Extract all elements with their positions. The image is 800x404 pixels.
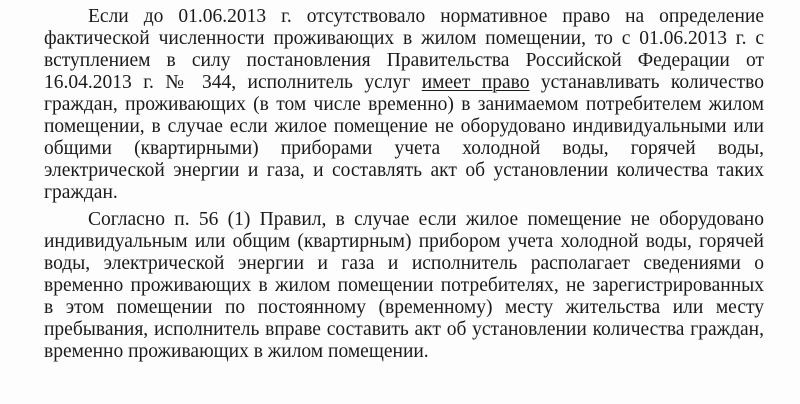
paragraph-1-line-1: Если до 01.06.2013 г. отсутствовало нормативное право на определение bbox=[88, 6, 764, 27]
paragraph-2-line-2: индивидуальным или общим (квартирным) прибором учета холодной воды, горячей bbox=[44, 231, 764, 252]
paragraph-2-line-5: в этом помещении по постоянному (временному) месту жительства или месту bbox=[44, 297, 764, 318]
paragraph-2-line-1: Согласно п. 56 (1) Правил, в случае если жилое помещение не оборудовано bbox=[88, 209, 764, 230]
paragraph-1-line-2: фактической численности проживающих в жилом помещении, то с 01.06.2013 г. с bbox=[44, 28, 764, 49]
paragraph-1-line-4 bbox=[0, 72, 800, 94]
paragraph-2-line-3: воды, электрической энергии и газа и исполнитель располагает сведениями о bbox=[44, 253, 764, 274]
paragraph-1-line-5: граждан, проживающих (в том числе временно) в занимаемом потребителем жилом bbox=[44, 94, 764, 115]
paragraph-1-line-6: помещении, в случае если жилое помещение не оборудовано индивидуальными или bbox=[44, 116, 764, 137]
paragraph-2-line-6: пребывания, исполнитель вправе составить акт об установлении количества граждан, bbox=[44, 319, 764, 340]
paragraph-2-line-4: временно проживающих в жилом помещении потребителях, не зарегистрированных bbox=[44, 275, 764, 296]
paragraph-1-line-7: общими (квартирными) приборами учета холодной воды, горячей воды, bbox=[44, 138, 764, 159]
paragraph-2-line-7: временно проживающих в жилом помещении. bbox=[44, 341, 429, 362]
paragraph-1-line-9: граждан. bbox=[44, 182, 118, 203]
line-4-text-start: 16.04.2013 г. № 344, исполнитель услуг bbox=[44, 72, 422, 93]
underlined-phrase: имеет право bbox=[421, 72, 530, 93]
paragraph-1-line-8: электрической энергии и газа, и составлять акт об установлении количества таких bbox=[44, 160, 764, 181]
paragraph-1-line-3: вступлением в силу постановления Правительства Российской Федерации от bbox=[44, 50, 764, 71]
line-4-text-end: устанавливать количество bbox=[529, 72, 764, 93]
